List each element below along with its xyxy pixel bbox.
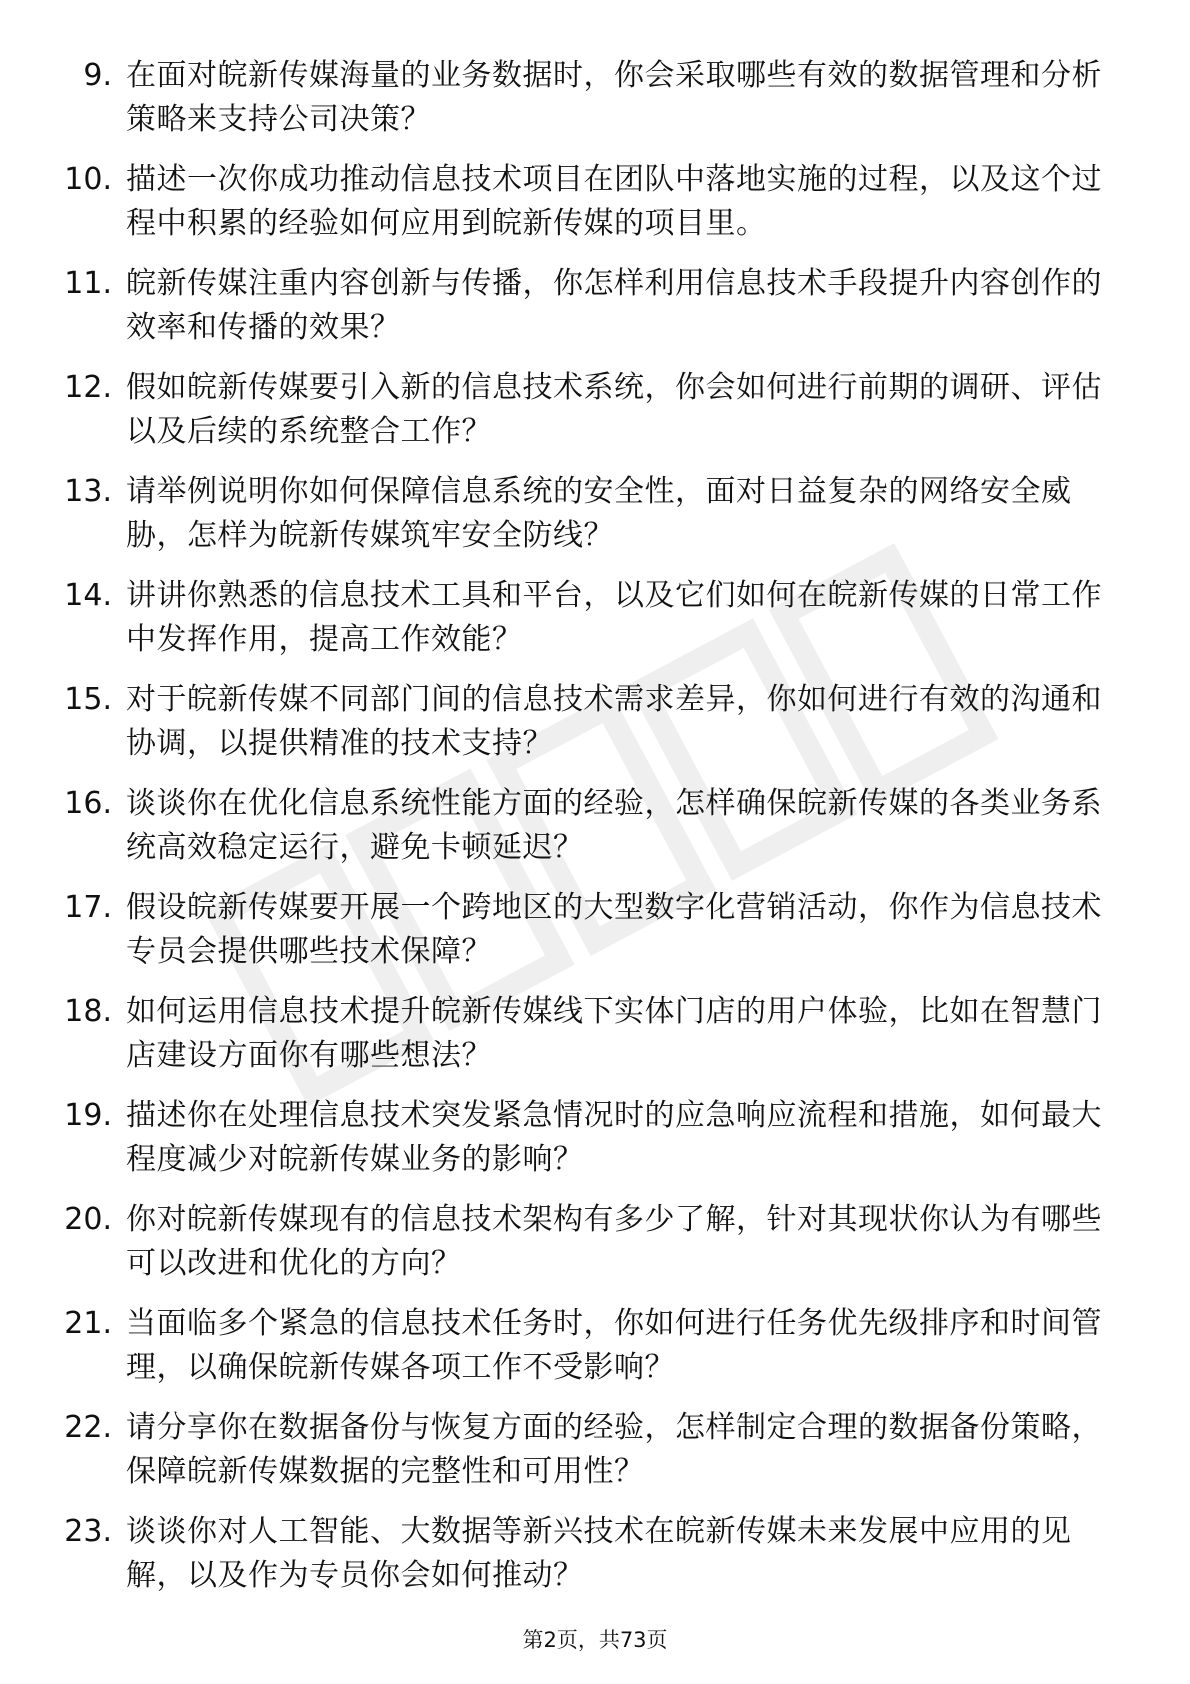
question-item xyxy=(0,1504,1190,1608)
question-item xyxy=(0,360,1190,464)
question-number: 9. xyxy=(83,58,112,93)
question-item xyxy=(0,1088,1190,1192)
question-text: 请举例说明你如何保障信息系统的安全性，面对日益复杂的网络安全威胁，怎样为皖新传媒筑牢安全防线？ xyxy=(126,474,1072,553)
question-number: 21. xyxy=(64,1306,112,1341)
question-text: 对于皖新传媒不同部门间的信息技术需求差异，你如何进行有效的沟通和协调，以提供精准的技术支持？ xyxy=(126,682,1102,761)
question-item xyxy=(0,984,1190,1088)
question-number: 14. xyxy=(64,578,112,613)
question-item xyxy=(0,1296,1190,1400)
question-item xyxy=(0,880,1190,984)
question-number: 15. xyxy=(64,682,112,717)
question-text: 当面临多个紧急的信息技术任务时，你如何进行任务优先级排序和时间管理，以确保皖新传媒各项工作不受影响？ xyxy=(126,1306,1102,1385)
question-number: 18. xyxy=(64,994,112,1029)
question-number: 23. xyxy=(64,1514,112,1549)
question-item xyxy=(0,1400,1190,1504)
question-number: 22. xyxy=(64,1410,112,1445)
question-number: 10. xyxy=(64,162,112,197)
question-text: 讲讲你熟悉的信息技术工具和平台，以及它们如何在皖新传媒的日常工作中发挥作用，提高工作效能？ xyxy=(126,578,1102,657)
question-text: 假设皖新传媒要开展一个跨地区的大型数字化营销活动，你作为信息技术专员会提供哪些技术保障？ xyxy=(126,890,1102,969)
question-text: 皖新传媒注重内容创新与传播，你怎样利用信息技术手段提升内容创作的效率和传播的效果？ xyxy=(126,266,1102,345)
question-item xyxy=(0,48,1190,152)
question-item xyxy=(0,1192,1190,1296)
question-list xyxy=(0,48,1190,1608)
question-number: 20. xyxy=(64,1202,112,1237)
question-item xyxy=(0,568,1190,672)
question-text: 在面对皖新传媒海量的业务数据时，你会采取哪些有效的数据管理和分析策略来支持公司决策？ xyxy=(126,58,1102,137)
question-text: 谈谈你在优化信息系统性能方面的经验，怎样确保皖新传媒的各类业务系统高效稳定运行，避免卡顿延迟？ xyxy=(126,786,1102,865)
question-text: 你对皖新传媒现有的信息技术架构有多少了解，针对其现状你认为有哪些可以改进和优化的方向？ xyxy=(126,1202,1102,1281)
question-number: 11. xyxy=(64,266,112,301)
question-text: 描述一次你成功推动信息技术项目在团队中落地实施的过程，以及这个过程中积累的经验如何应用到皖新传媒的项目里。 xyxy=(126,162,1102,241)
question-number: 19. xyxy=(64,1098,112,1133)
page-number: 第2页，共73页 xyxy=(522,1628,668,1652)
question-item xyxy=(0,464,1190,568)
question-text: 谈谈你对人工智能、大数据等新兴技术在皖新传媒未来发展中应用的见解，以及作为专员你会如何推动？ xyxy=(126,1514,1072,1593)
question-text: 如何运用信息技术提升皖新传媒线下实体门店的用户体验，比如在智慧门店建设方面你有哪些想法？ xyxy=(126,994,1102,1073)
question-number: 16. xyxy=(64,786,112,821)
question-number: 13. xyxy=(64,474,112,509)
question-item xyxy=(0,672,1190,776)
question-text: 请分享你在数据备份与恢复方面的经验，怎样制定合理的数据备份策略，保障皖新传媒数据的完整性和可用性？ xyxy=(126,1410,1102,1489)
question-number: 17. xyxy=(64,890,112,925)
question-item xyxy=(0,256,1190,360)
question-text: 描述你在处理信息技术突发紧急情况时的应急响应流程和措施，如何最大程度减少对皖新传媒业务的影响？ xyxy=(126,1098,1102,1177)
question-text: 假如皖新传媒要引入新的信息技术系统，你会如何进行前期的调研、评估以及后续的系统整合工作？ xyxy=(126,370,1102,449)
question-item xyxy=(0,152,1190,256)
question-item xyxy=(0,776,1190,880)
question-number: 12. xyxy=(64,370,112,405)
